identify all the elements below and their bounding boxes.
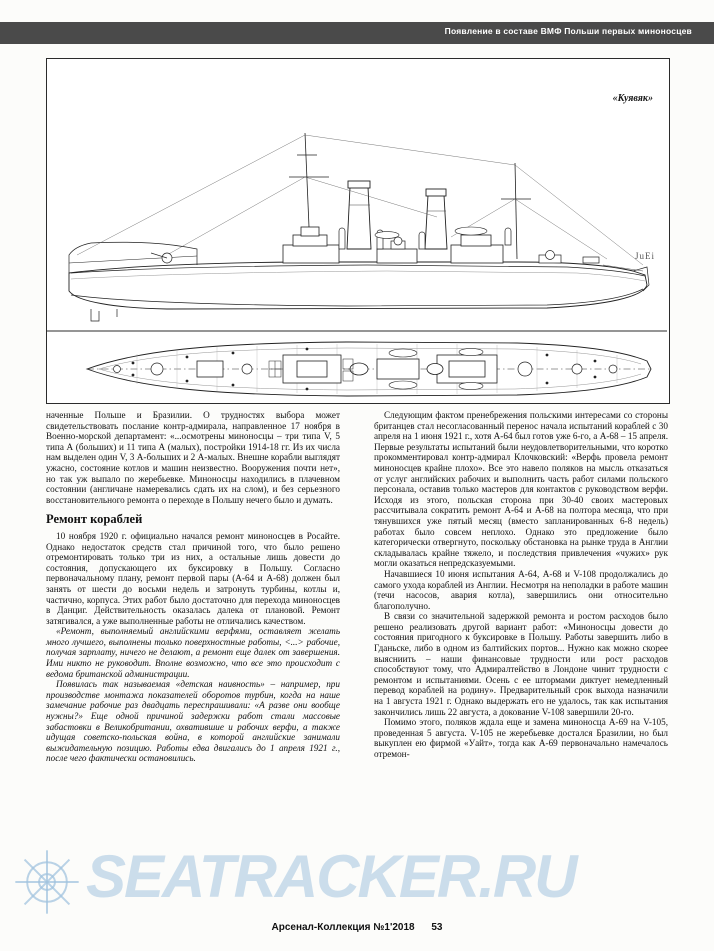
journal-name: Арсенал-Коллекция — [271, 922, 371, 933]
illustration-caption: «Куявяк» — [612, 93, 653, 104]
right-text-column — [374, 410, 668, 760]
paragraph: Помимо этого, поляков ждала еще и замена миноносца А-69 на V-105, проведенная 5 августа. V-105 не жеребьевке достался Бразилии, но был выкуплен ею фирмой «Уайт», тогда как А-69 первоначально намечалось отремон- — [374, 717, 668, 759]
quoted-paragraph: «Ремонт, выполняемый английскими верфями, оставляет желать много лучшего, выполнены только поверхностные работы, <...> рабочие, получая зарплату, ничего не делают, а ремонт еще далек от завершения. Ими никто не руководит. Вполне возможно, что все это происходит с ведома британской администрации. — [46, 626, 340, 679]
paragraph: Появилась так называемая «детская наивность» – например, при производстве монтажа показателей оборотов турбин, когда на наше замечание рабочие раз двадцать переспрашивали: «А разве они вообще нужны?» Еще одной причиной задержки работ стали массовые забастовки в Великобритании, охватившие и рабочих верфи, а также идущая советско-польская война, в которой английские занимали выжидательную позицию. Работы едва двигались до 1 апреля 1921 г., после чего фактически остановились. — [46, 679, 340, 764]
ship-drawing — [47, 59, 667, 401]
paragraph: Начавшиеся 10 июня испытания А-64, А-68 и V-108 продолжались до самого ухода кораблей из Англии. Несмотря на неполадки в работе машин (течи насосов, авария котла), завершились они относительно благополучно. — [374, 568, 668, 611]
left-text-column — [46, 410, 340, 764]
paragraph: 10 ноября 1920 г. официально начался ремонт миноносцев в Росайте. Однако недостаток средств стал причиной того, что было решено отремонтировать только три из них, а остальные лишь довести до состояния, допускающего их буксировку в Польшу. Согласно первоначальному плану, ремонт первой пары (А-64 и А-68) должен был занять от шести до восьми недель и затронуть турбины, котлы и, частично, корпуса. Этих работ было достаточно для перехода миноносцев в Данциг. Действительность оказалась далека от плановой. Ремонт затягивался, а уже выполненные работы не отличались качеством. — [46, 530, 340, 626]
illustration-figure — [46, 58, 670, 404]
page-number: 53 — [431, 922, 443, 933]
watermark — [0, 839, 714, 925]
paragraph: Следующим фактом пренебрежения польскими интересами со стороны британцев стал несогласованный перенос начала испытаний кораблей с 30 апреля на 1 июня 1921 г., хотя А-64 был готов уже 6-го, а А-68 – 15 апреля. Первые результаты испытаний были неудовлетворительными, что коротко прокомментировал контр-адмирал Клочковский: «Верфь провела ремонт миноносцев крайне плохо». Все это навело поляков на мысль отказаться от услуг английских рабочих и выполнить часть работ силами польского персонала, оставив только мастеров для контактов с руководством верфи. Исходя из этого, польская сторона при 30-40 своих мастеровых расcчитывала сократить ремонт А-64 и А-68 на полтора месяца, что при тянувшихся уже пятый месяц (вместо запланированных 6-8 недель) работах было совсем неплохо. Однако это предложение было категорически отвергнуто, поскольку обстановка на рынке труда в Англии складывалась крайне тяжело, и последствия привлечения «чужих» рук могли оказаться непредсказуемыми. — [374, 410, 668, 569]
running-title: Появление в составе ВМФ Польши первых миноносцев — [444, 26, 692, 36]
watermark-text: SEATRACKER.RU — [86, 843, 576, 910]
star-burst-icon — [14, 849, 80, 915]
section-heading: Ремонт кораблей — [46, 512, 143, 527]
issue-number: №1'2018 — [373, 922, 415, 933]
paragraph: В связи со значительной задержкой ремонта и ростом расходов было решено реализовать другой вариант работ: «Миноносцы довести до состояния пригодного к буксировке в Польшу. Работы завершить либо в Гданьске, либо в одном из балтийских портов... Нужно как можно скорее выясниить – наши финансовые трудности или рост расходов способствуют тому, что Адмиралтейство в Лондоне чинит трудности с ремонтом и испытаниями. Осень с ее штормами диктует немедленный перевод кораблей на родину». Предварительный срок выхода назначили на 1 августа 1921 г. Однако выдержать его не удалось, так как испытания закончились лишь 22 августа, а докование V-108 завершили 20-го. — [374, 611, 668, 717]
artist-signature: JuEi — [634, 251, 655, 261]
page-footer — [0, 922, 714, 933]
paragraph: наченные Польше и Бразилии. О трудностях выбора может свидетельствовать послание контр-адмирала, направленное 17 ноября в Военно-морской департамент: «...осмотрены миноносцы – три типа V, 5 типа А (больших) и 11 типа А (малых), постройки 1914-18 гг. Из их числа нам выделен один V, 3 А-больших и 2 А-малых. Внешне корабли выглядят ужасно, состояние котлов и машин неизвестно. Вооружения почти нет», но так уж выпало по жеребьевке. Миноносцы находились в плачевном состоянии (англичане намеревались сдать их на слом), и без серьезного восстановительного ремонта о переходе в Польшу нечего было и думать. — [46, 410, 340, 505]
